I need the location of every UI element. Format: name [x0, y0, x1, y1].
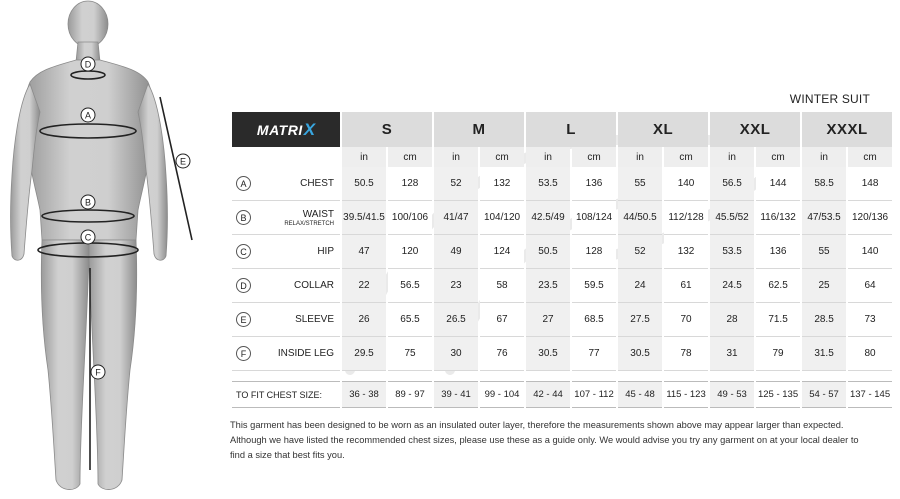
- measurement-cell: 24.5: [710, 269, 754, 303]
- measurement-cell: 58.5: [802, 167, 846, 201]
- measurement-cell: 53.5: [526, 167, 570, 201]
- measurement-cell: 27.5: [618, 303, 662, 337]
- note-line-2: Although we have listed the recommended chest sizes, please use these as a guide only. We would advise you try any garment on at your local dealer to: [230, 435, 859, 445]
- row-name-subtext: RELAX/STRETCH: [284, 220, 334, 227]
- measurement-cell: 65.5: [388, 303, 432, 337]
- measurement-cell: 31.5: [802, 337, 846, 371]
- measurement-cell: 53.5: [710, 235, 754, 269]
- size-header-row: [232, 112, 892, 147]
- row-name: [257, 209, 340, 227]
- unit-cm: cm: [572, 147, 616, 167]
- measurement-cell: 64: [848, 269, 892, 303]
- brand-logo-mark: X: [303, 119, 316, 139]
- measurement-cell: 24: [618, 269, 662, 303]
- measurement-cell: 47/53.5: [802, 201, 846, 235]
- measurement-cell: 23.5: [526, 269, 570, 303]
- marker-e-label: E: [179, 156, 187, 167]
- measurement-row-inside-leg: [232, 337, 892, 371]
- measurement-cell: 30.5: [526, 337, 570, 371]
- row-letter-badge: A: [236, 176, 251, 191]
- measurement-cell: 62.5: [756, 269, 800, 303]
- measurement-cell: 136: [572, 167, 616, 201]
- measurement-cell: 140: [664, 167, 708, 201]
- unit-cm: cm: [388, 147, 432, 167]
- row-letter-badge: C: [236, 244, 251, 259]
- marker-d-label: D: [84, 59, 92, 70]
- measurement-cell: 124: [480, 235, 524, 269]
- row-name-text: CHEST: [300, 178, 334, 189]
- measurement-cell: 59.5: [572, 269, 616, 303]
- measurement-cell: 55: [802, 235, 846, 269]
- size-header-l: L: [526, 112, 616, 147]
- measurement-cell: 52: [618, 235, 662, 269]
- unit-in: in: [618, 147, 662, 167]
- fit-cell: 137 - 145: [848, 381, 892, 408]
- measurement-row-collar: [232, 269, 892, 303]
- measurement-row-hip: [232, 235, 892, 269]
- row-name-text: INSIDE LEG: [277, 348, 334, 359]
- measurement-cell: 50.5: [342, 167, 386, 201]
- measurement-cell: 136: [756, 235, 800, 269]
- unit-in: in: [802, 147, 846, 167]
- measurement-cell: 132: [664, 235, 708, 269]
- row-label: [232, 235, 340, 269]
- row-name-text: COLLAR: [293, 280, 334, 291]
- measurement-cell: 31: [710, 337, 754, 371]
- brand-logo: [232, 112, 340, 147]
- measurement-cell: 58: [480, 269, 524, 303]
- fit-cell: 42 - 44: [526, 381, 570, 408]
- measurement-cell: 67: [480, 303, 524, 337]
- row-label: [232, 337, 340, 371]
- measurement-cell: 128: [388, 167, 432, 201]
- size-header-m: M: [434, 112, 524, 147]
- unit-cm: cm: [756, 147, 800, 167]
- row-label: [232, 167, 340, 201]
- measurement-cell: 73: [848, 303, 892, 337]
- product-title: WINTER SUIT: [789, 92, 870, 106]
- body-silhouette: [11, 1, 168, 490]
- measurement-cell: 49: [434, 235, 478, 269]
- measurement-cell: 25: [802, 269, 846, 303]
- measurement-cell: 120: [388, 235, 432, 269]
- measurement-cell: 30.5: [618, 337, 662, 371]
- row-letter-badge: F: [236, 346, 251, 361]
- garment-note: [230, 418, 895, 463]
- measurement-cell: 80: [848, 337, 892, 371]
- unit-cm: cm: [664, 147, 708, 167]
- measurement-cell: 100/106: [388, 201, 432, 235]
- fit-cell: 49 - 53: [710, 381, 754, 408]
- fit-chest-label: TO FIT CHEST SIZE:: [232, 381, 340, 408]
- fit-cell: 45 - 48: [618, 381, 662, 408]
- measurement-cell: 112/128: [664, 201, 708, 235]
- brand-logo-text: MATRI: [256, 121, 303, 138]
- measurement-cell: 120/136: [848, 201, 892, 235]
- measurement-cell: 56.5: [710, 167, 754, 201]
- unit-in: in: [434, 147, 478, 167]
- measurement-cell: 42.5/49: [526, 201, 570, 235]
- row-label: [232, 269, 340, 303]
- measurement-cell: 52: [434, 167, 478, 201]
- row-name: [257, 280, 340, 291]
- fit-cell: 36 - 38: [342, 381, 386, 408]
- measurement-cell: 108/124: [572, 201, 616, 235]
- fit-cell: 99 - 104: [480, 381, 524, 408]
- unit-in: in: [710, 147, 754, 167]
- measurement-cell: 26: [342, 303, 386, 337]
- measurement-row-sleeve: [232, 303, 892, 337]
- fit-cell: 89 - 97: [388, 381, 432, 408]
- marker-a-label: A: [84, 110, 92, 121]
- measurement-cell: 56.5: [388, 269, 432, 303]
- row-label: [232, 303, 340, 337]
- unit-in: in: [342, 147, 386, 167]
- row-letter-badge: D: [236, 278, 251, 293]
- fit-cell: 115 - 123: [664, 381, 708, 408]
- row-name: [257, 178, 340, 189]
- marker-c-label: C: [84, 232, 92, 243]
- measurement-cell: 28.5: [802, 303, 846, 337]
- measurement-cell: 140: [848, 235, 892, 269]
- measurement-cell: 44/50.5: [618, 201, 662, 235]
- measurement-cell: 27: [526, 303, 570, 337]
- size-header-xxxl: XXXL: [802, 112, 892, 147]
- size-header-xl: XL: [618, 112, 708, 147]
- measurement-cell: 47: [342, 235, 386, 269]
- fit-cell: 107 - 112: [572, 381, 616, 408]
- row-label: [232, 201, 340, 235]
- measurement-cell: 116/132: [756, 201, 800, 235]
- size-chart-table: [230, 112, 894, 408]
- measurement-cell: 79: [756, 337, 800, 371]
- row-name: [257, 246, 340, 257]
- measurement-cell: 45.5/52: [710, 201, 754, 235]
- measurement-cell: 75: [388, 337, 432, 371]
- fit-cell: 54 - 57: [802, 381, 846, 408]
- measurement-cell: 39.5/41.5: [342, 201, 386, 235]
- measurement-cell: 76: [480, 337, 524, 371]
- measurement-cell: 23: [434, 269, 478, 303]
- measurement-cell: 78: [664, 337, 708, 371]
- measurement-cell: 148: [848, 167, 892, 201]
- unit-header-row: [232, 147, 892, 167]
- marker-b-label: B: [84, 197, 92, 208]
- marker-f-label: F: [95, 367, 101, 378]
- measurement-rows: [232, 167, 892, 371]
- unit-in: in: [526, 147, 570, 167]
- note-line-1: This garment has been designed to be worn as an insulated outer layer, therefore the measurements shown above may appear larger than expected.: [230, 420, 844, 430]
- size-header-s: S: [342, 112, 432, 147]
- fit-chest-row: [232, 381, 892, 408]
- row-name: [257, 348, 340, 359]
- measurement-cell: 28: [710, 303, 754, 337]
- measurement-cell: 26.5: [434, 303, 478, 337]
- measurement-cell: 68.5: [572, 303, 616, 337]
- measurement-cell: 70: [664, 303, 708, 337]
- measurement-cell: 50.5: [526, 235, 570, 269]
- unit-cm: cm: [480, 147, 524, 167]
- measurement-cell: 144: [756, 167, 800, 201]
- measurement-cell: 104/120: [480, 201, 524, 235]
- measurement-cell: 71.5: [756, 303, 800, 337]
- measurement-cell: 55: [618, 167, 662, 201]
- measurement-cell: 77: [572, 337, 616, 371]
- row-name-text: HIP: [317, 246, 334, 257]
- measurement-cell: 30: [434, 337, 478, 371]
- measurement-cell: 22: [342, 269, 386, 303]
- row-letter-badge: B: [236, 210, 251, 225]
- measurement-cell: 128: [572, 235, 616, 269]
- row-name: [257, 314, 340, 325]
- measurement-row-chest: [232, 167, 892, 201]
- row-name-text: SLEEVE: [295, 314, 334, 325]
- measurement-row-waist: [232, 201, 892, 235]
- fit-cell: 39 - 41: [434, 381, 478, 408]
- row-letter-badge: E: [236, 312, 251, 327]
- fit-cell: 125 - 135: [756, 381, 800, 408]
- unit-cm: cm: [848, 147, 892, 167]
- note-line-3: find a size that best fits you.: [230, 450, 345, 460]
- measurement-cell: 132: [480, 167, 524, 201]
- size-header-xxl: XXL: [710, 112, 800, 147]
- body-measurement-figure: [0, 0, 210, 499]
- measurement-cell: 29.5: [342, 337, 386, 371]
- measurement-cell: 61: [664, 269, 708, 303]
- measurement-cell: 41/47: [434, 201, 478, 235]
- row-name-text: WAIST: [302, 208, 334, 220]
